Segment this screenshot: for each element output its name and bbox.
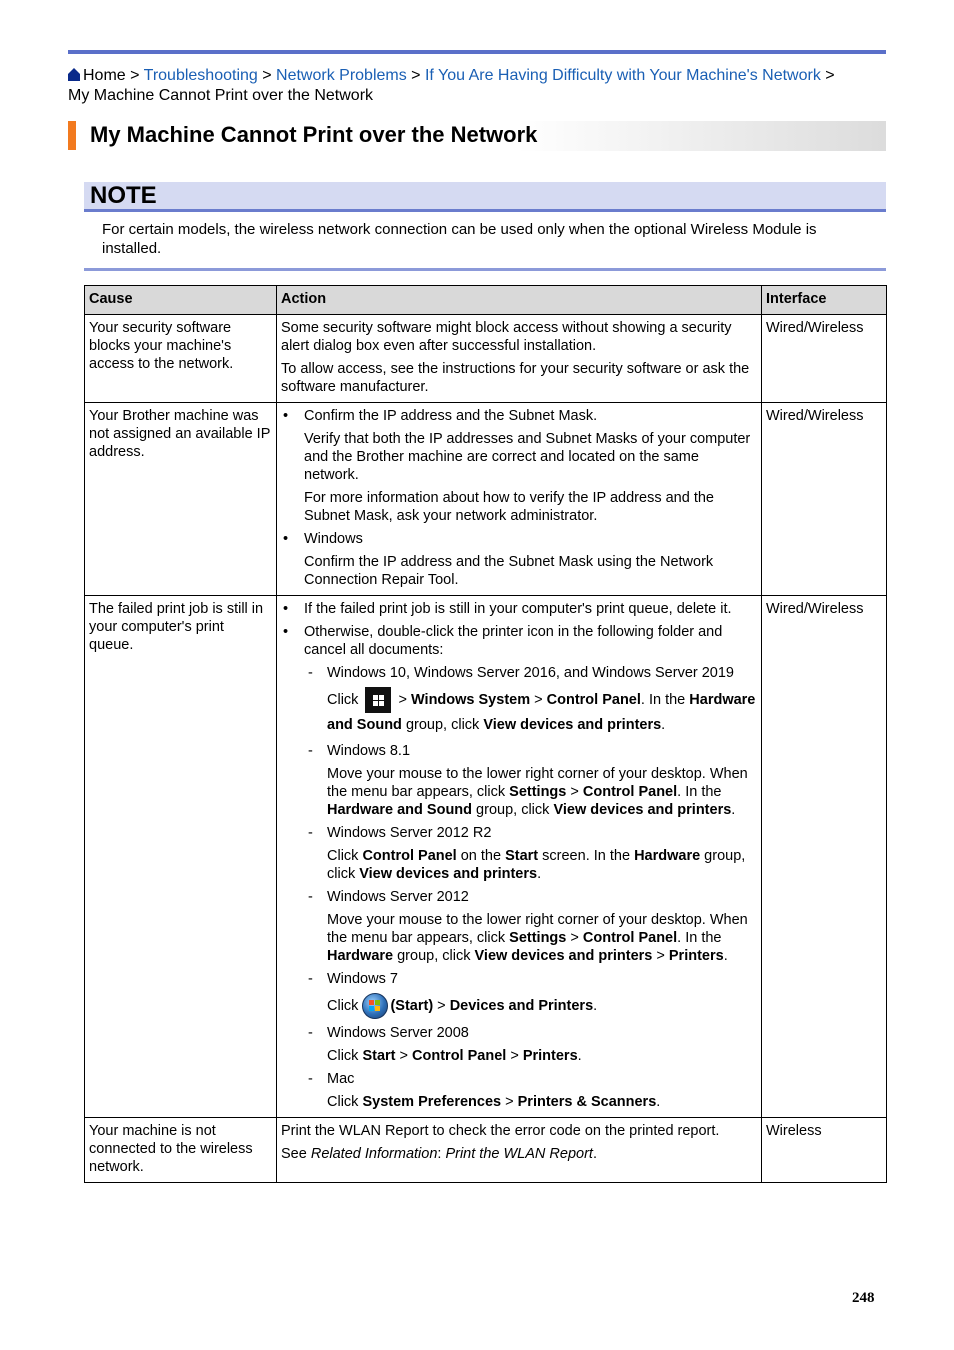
table-row (85, 403, 887, 596)
troubleshooting-table (84, 285, 887, 1183)
os-item-win10: - Windows 10, Windows Server 2016, and Windows Server 2019 (281, 664, 757, 682)
page-number: 248 (852, 1290, 875, 1306)
interface-cell: Wired/Wireless (762, 596, 887, 1118)
table-row (85, 1118, 887, 1183)
windows-logo-icon (365, 687, 391, 713)
os-item-ws2012r2: - Windows Server 2012 R2 (281, 824, 757, 842)
os-instructions: Click > Windows System > Control Panel. In the Hardware and Sound group, click View devices and printers. (281, 687, 757, 737)
table-row (85, 315, 887, 403)
breadcrumb-current: My Machine Cannot Print over the Network (68, 87, 374, 104)
bullet-item: • Confirm the IP address and the Subnet Mask. (281, 407, 757, 425)
action-cell: Some security software might block access without showing a security alert dialog box even after successful installation. To allow access, see the instructions for your security software or ask the software manufacturer. (277, 315, 762, 403)
table-header-row (85, 286, 887, 315)
table-row (85, 596, 887, 1118)
os-instructions: Click Control Panel on the Start screen. In the Hardware group, click View devices and printers. (327, 848, 746, 882)
bullet-item: • Otherwise, double-click the printer icon in the following folder and cancel all documents: (281, 623, 757, 659)
os-item-win7: - Windows 7 (281, 970, 757, 988)
home-icon[interactable] (68, 68, 80, 81)
breadcrumb-home[interactable]: Home (83, 67, 126, 84)
cause-cell: Your machine is not connected to the wireless network. (85, 1118, 277, 1183)
os-instructions: Click System Preferences > Printers & Scanners. (327, 1094, 661, 1110)
cause-cell: Your security software blocks your machine's access to the network. (85, 315, 277, 403)
header-interface: Interface (762, 286, 887, 315)
breadcrumb-troubleshooting-link[interactable]: Troubleshooting (143, 67, 258, 84)
cause-cell: Your Brother machine was not assigned an available IP address. (85, 403, 277, 596)
os-instructions: Move your mouse to the lower right corner of your desktop. When the menu bar appears, click Settings > Control Panel. In the Hardware and Sound group, click View devices and printers. (327, 766, 748, 818)
note-heading: NOTE (90, 182, 157, 209)
windows7-start-orb-icon (362, 993, 388, 1019)
action-cell: Print the WLAN Report to check the error code on the printed report. See Related Information: Print the WLAN Report. (277, 1118, 762, 1183)
interface-cell: Wireless (762, 1118, 887, 1183)
note-bottom-rule (84, 268, 886, 271)
os-item-ws2012: - Windows Server 2012 (281, 888, 757, 906)
interface-cell: Wired/Wireless (762, 403, 887, 596)
os-item-mac: - Mac (281, 1070, 757, 1088)
os-instructions: Click (Start) > Devices and Printers. (281, 993, 757, 1019)
note-text: For certain models, the wireless network connection can be used only when the optional Wireless Module is installed. (102, 221, 817, 257)
related-information-ref: Related Information (310, 1146, 438, 1162)
note-heading-band (84, 182, 886, 212)
interface-cell: Wired/Wireless (762, 315, 887, 403)
print-wlan-report-link[interactable]: Print the WLAN Report (445, 1146, 593, 1162)
action-cell (277, 596, 762, 1118)
cause-cell: The failed print job is still in your computer's print queue. (85, 596, 277, 1118)
breadcrumb-network-problems-link[interactable]: Network Problems (276, 67, 407, 84)
page-title: My Machine Cannot Print over the Network (90, 122, 538, 147)
os-instructions: Move your mouse to the lower right corner of your desktop. When the menu bar appears, click Settings > Control Panel. In the Hardware group, click View devices and printers > Printers. (327, 912, 748, 964)
header-action: Action (277, 286, 762, 315)
bullet-item: • If the failed print job is still in your computer's print queue, delete it. (281, 600, 757, 618)
breadcrumb-difficulty-link[interactable]: If You Are Having Difficulty with Your Machine's Network (424, 67, 821, 84)
bullet-item: • Windows (281, 530, 757, 548)
header-cause: Cause (85, 286, 277, 315)
top-rule (68, 50, 886, 54)
os-item-ws2008: - Windows Server 2008 (281, 1024, 757, 1042)
action-cell: • Confirm the IP address and the Subnet Mask. Verify that both the IP addresses and Subnet Masks of your computer and the Brother machine are correct and located on the same network. For more information about how to verify the IP address and the Subnet Mask, ask your network administrator. • Windows Confirm the IP address and the Subnet Mask using the Network Connection Repair Tool. (277, 403, 762, 596)
breadcrumb: Home > Troubleshooting > Network Problems > If You Are Having Difficulty with Your Machine's Network > My Machine Cannot Print over the Network (68, 67, 835, 104)
os-item-win81: - Windows 8.1 (281, 742, 757, 760)
os-instructions: Click Start > Control Panel > Printers. (327, 1048, 582, 1064)
title-accent-bar (68, 121, 76, 150)
page-title-band (68, 121, 886, 151)
